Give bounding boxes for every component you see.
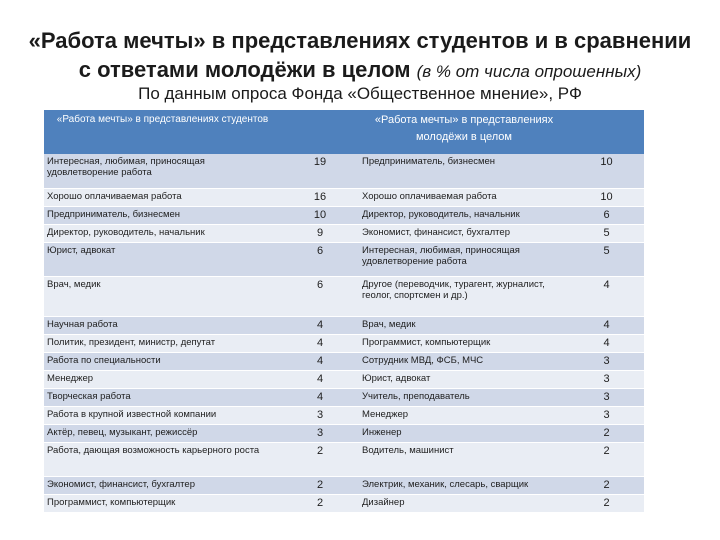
- title-note: (в % от числа опрошенных): [416, 62, 642, 81]
- youth-percent-cell: 2: [569, 442, 644, 476]
- table-row: [44, 154, 644, 188]
- youth-percent-cell: 5: [569, 242, 644, 276]
- youth-percent-cell: 3: [569, 370, 644, 388]
- youth-percent-cell: 10: [569, 188, 644, 206]
- students-job-cell: Хорошо оплачиваемая работа: [44, 188, 281, 206]
- students-percent-cell: 6: [281, 276, 359, 316]
- header-empty-1: [281, 110, 359, 154]
- students-percent-cell: 2: [281, 442, 359, 476]
- students-percent-cell: 2: [281, 494, 359, 512]
- table-row: [44, 316, 644, 334]
- students-job-cell: Актёр, певец, музыкант, режиссёр: [44, 424, 281, 442]
- students-percent-cell: 4: [281, 388, 359, 406]
- students-percent-cell: 4: [281, 352, 359, 370]
- table-row: [44, 442, 644, 476]
- students-job-cell: Программист, компьютерщик: [44, 494, 281, 512]
- youth-job-cell: Инженер: [359, 424, 569, 442]
- students-percent-cell: 3: [281, 424, 359, 442]
- page-title: [0, 26, 720, 86]
- youth-job-cell: Хорошо оплачиваемая работа: [359, 188, 569, 206]
- youth-percent-cell: 6: [569, 206, 644, 224]
- students-job-cell: Интересная, любимая, приносящая удовлетворение работа: [44, 154, 281, 188]
- youth-percent-cell: 10: [569, 154, 644, 188]
- youth-percent-cell: 2: [569, 494, 644, 512]
- students-job-cell: Работа в крупной известной компании: [44, 406, 281, 424]
- comparison-table: [44, 110, 644, 513]
- youth-job-cell: Электрик, механик, слесарь, сварщик: [359, 476, 569, 494]
- table-row: [44, 388, 644, 406]
- table-row: [44, 242, 644, 276]
- table-row: [44, 424, 644, 442]
- students-percent-cell: 19: [281, 154, 359, 188]
- students-percent-cell: 4: [281, 370, 359, 388]
- youth-job-cell: Экономист, финансист, бухгалтер: [359, 224, 569, 242]
- youth-job-cell: Учитель, преподаватель: [359, 388, 569, 406]
- table-row: [44, 206, 644, 224]
- youth-job-cell: Менеджер: [359, 406, 569, 424]
- youth-job-cell: Юрист, адвокат: [359, 370, 569, 388]
- youth-percent-cell: 3: [569, 352, 644, 370]
- header-youth: «Работа мечты» в представлениях молодёжи в целом: [359, 110, 569, 154]
- youth-percent-cell: 4: [569, 316, 644, 334]
- youth-job-cell: Врач, медик: [359, 316, 569, 334]
- youth-percent-cell: 4: [569, 334, 644, 352]
- students-percent-cell: 4: [281, 316, 359, 334]
- students-job-cell: Директор, руководитель, начальник: [44, 224, 281, 242]
- table-row: [44, 406, 644, 424]
- youth-percent-cell: 2: [569, 424, 644, 442]
- students-percent-cell: 10: [281, 206, 359, 224]
- title-line-1: «Работа мечты» в представлениях студентов и в сравнении: [28, 28, 692, 53]
- table-row: [44, 352, 644, 370]
- title-line-2-text: с ответами молодёжи в целом: [78, 57, 411, 82]
- youth-percent-cell: 3: [569, 388, 644, 406]
- students-job-cell: Политик, президент, министр, депутат: [44, 334, 281, 352]
- youth-job-cell: Директор, руководитель, начальник: [359, 206, 569, 224]
- students-job-cell: Экономист, финансист, бухгалтер: [44, 476, 281, 494]
- students-percent-cell: 3: [281, 406, 359, 424]
- page-subtitle: По данным опроса Фонда «Общественное мнение», РФ: [138, 84, 582, 103]
- youth-job-cell: Программист, компьютерщик: [359, 334, 569, 352]
- youth-job-cell: Сотрудник МВД, ФСБ, МЧС: [359, 352, 569, 370]
- youth-job-cell: Дизайнер: [359, 494, 569, 512]
- youth-job-cell: Предприниматель, бизнесмен: [359, 154, 569, 188]
- students-percent-cell: 16: [281, 188, 359, 206]
- youth-job-cell: Другое (переводчик, турагент, журналист, геолог, спортсмен и др.): [359, 276, 569, 316]
- youth-percent-cell: 4: [569, 276, 644, 316]
- students-job-cell: Менеджер: [44, 370, 281, 388]
- title-line-2: [0, 55, 720, 86]
- students-percent-cell: 2: [281, 476, 359, 494]
- header-students: «Работа мечты» в представлениях студентов: [44, 110, 281, 154]
- students-job-cell: Врач, медик: [44, 276, 281, 316]
- table-row: [44, 494, 644, 512]
- students-job-cell: Работа по специальности: [44, 352, 281, 370]
- youth-job-cell: Интересная, любимая, приносящая удовлетворение работа: [359, 242, 569, 276]
- students-percent-cell: 9: [281, 224, 359, 242]
- students-percent-cell: 6: [281, 242, 359, 276]
- table-row: [44, 476, 644, 494]
- header-empty-2: [569, 110, 644, 154]
- students-job-cell: Творческая работа: [44, 388, 281, 406]
- youth-percent-cell: 5: [569, 224, 644, 242]
- students-job-cell: Предприниматель, бизнесмен: [44, 206, 281, 224]
- youth-percent-cell: 3: [569, 406, 644, 424]
- table-row: [44, 370, 644, 388]
- table-row: [44, 334, 644, 352]
- youth-percent-cell: 2: [569, 476, 644, 494]
- table-row: [44, 276, 644, 316]
- table-body: [44, 154, 644, 512]
- table-header-row: [44, 110, 644, 154]
- table-row: [44, 224, 644, 242]
- table-row: [44, 188, 644, 206]
- students-job-cell: Юрист, адвокат: [44, 242, 281, 276]
- students-percent-cell: 4: [281, 334, 359, 352]
- students-job-cell: Работа, дающая возможность карьерного роста: [44, 442, 281, 476]
- students-job-cell: Научная работа: [44, 316, 281, 334]
- youth-job-cell: Водитель, машинист: [359, 442, 569, 476]
